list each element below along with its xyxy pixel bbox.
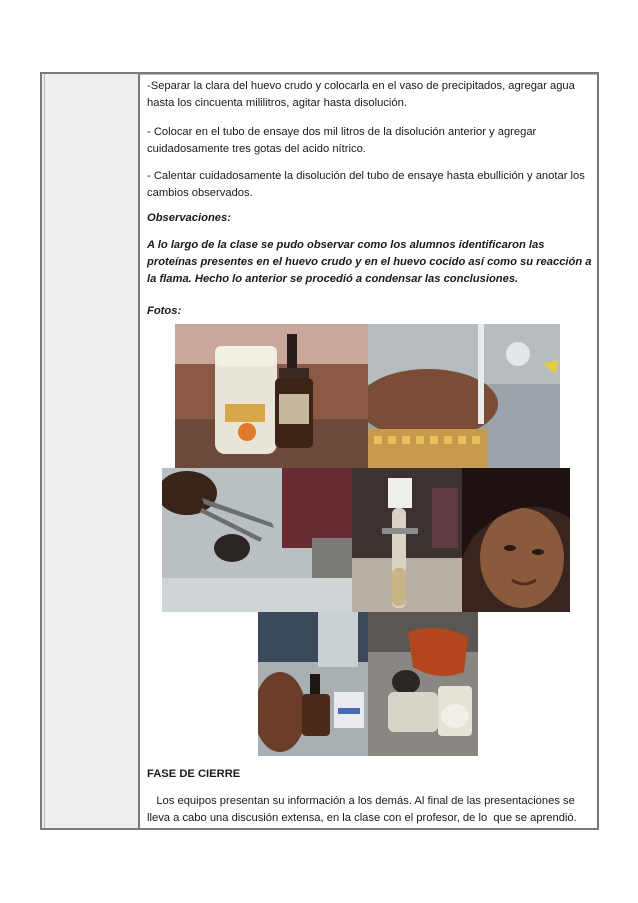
procedure-step-1: -Separar la clara del huevo crudo y colocarla en el vaso de precipitados, agregar agua hasta los cincuenta mililitros, agitar hasta disolución. (147, 80, 575, 109)
photo-reagent-bottles (175, 324, 368, 468)
photo-beaker-burner (368, 612, 478, 756)
photo-hand-dropper (258, 612, 368, 756)
observations-heading: Observaciones: (147, 212, 231, 224)
content-cell (140, 74, 597, 828)
procedure-step-3: - Calentar cuidadosamente la disolución del tubo de ensaye hasta ebullición y anotar los cambios observados. (147, 170, 585, 199)
photo-hand-test-tube (368, 324, 560, 468)
observations-text: A lo largo de la clase se pudo observar como los alumnos identificaron las proteínas presentes en el huevo crudo y en el huevo cocido así como su reacción a la flama. Hecho lo anterior se procedió a condensar las conclusiones. (147, 239, 592, 285)
left-column-cell (42, 74, 140, 828)
closing-text: Los equipos presentan su información a los demás. Al final de las presentaciones se lleva a cabo una discusión extensa, en la clase con el profesor, de lo que se aprendió. (147, 795, 578, 824)
photo-test-tube-holder (352, 468, 462, 612)
lesson-table (40, 72, 599, 830)
photos-heading: Fotos: (147, 305, 182, 317)
closing-heading: FASE DE CIERRE (147, 768, 241, 780)
procedure-step-2: - Colocar en el tubo de ensaye dos mil litros de la disolución anterior y agregar cuidadosamente tres gotas del acido nítrico. (147, 126, 537, 155)
photo-tongs-flame (162, 468, 352, 612)
photo-student (462, 468, 570, 612)
